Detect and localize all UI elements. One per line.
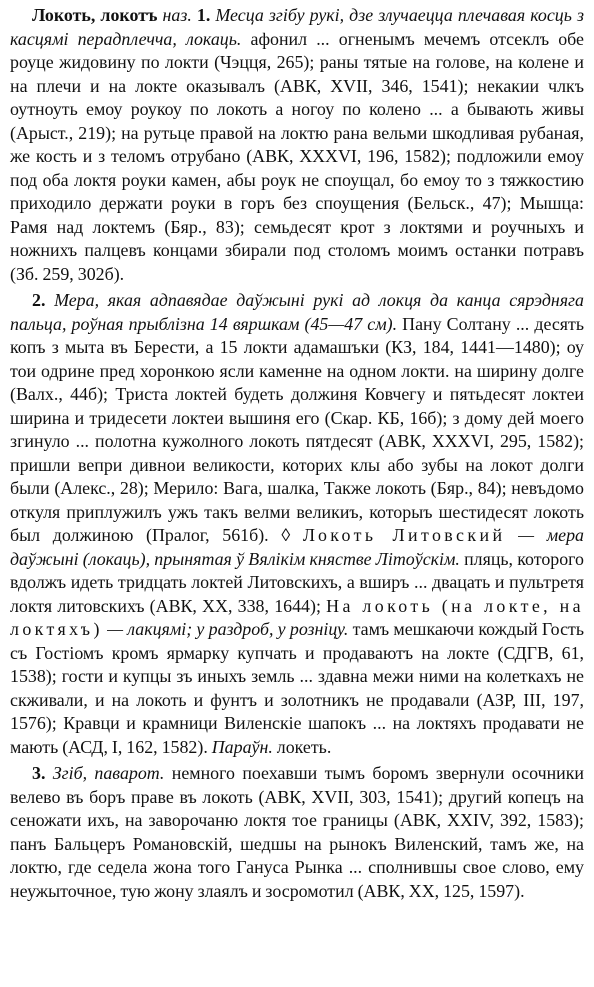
phrase-definition: — лакцямі; у раздроб, у розніцу. [102,619,349,639]
sense-definition: Згіб, паварот. [52,763,165,783]
sense-definition: Месца згібу рукі, дзе злучаецца плечавая косць з касцямі перадплечча, локаць. [10,5,584,49]
sense-1-paragraph [10,4,584,286]
phrase-definition: — мера даўжыні (локаць), прынятая ў Вялікім княстве Літоўскім. [10,525,584,569]
cross-reference-word: локеть. [272,736,332,757]
sense-number: 2. [32,290,46,310]
sense-2-paragraph [10,289,584,759]
citation-text: немного поехавши тымъ боромъ звернули осочники велево въ боръ праве въ локоть (АВК, XVII, 303, 1541); другий копецъ на сеножати ихъ, на заворочаню локтя тое границы (АВК, XXIV, 392, 1583); панъ Бальцеръ Романовскій, шедшы на рынокъ Виленский, тамъ же, на локтю, где седела жона того Гануса Рынка ... сполнившы свое слово, ему неужыточное, тую жону злаялъ и зосромотил (АВК, XX, 125, 1597). [10,763,584,901]
phrase-heading: Локоть Литовский [302,525,506,545]
citation-text: пляць, которого вдолжъ идеть тридцать локтей Литовскихъ, а вширъ ... двацать и пультретя локтя литовскихъ (АВК, XX, 338, 1644); [10,548,584,616]
sense-3-paragraph [10,762,584,903]
citation-text: Пану Солтану ... десять копъ з мыта въ Берести, а 15 локти адамашъки (КЗ, 184, 1441—1480); оу тои одрине пред хоронкою ясли каменне на одном локти. на ширину долге (Валх., 44б); Триста локтей будеть должиня Ковчегу и пятьдесят локтеи ширина и тридесети локтеи вышиня его (Скар. КБ, 16б); з дому дей моего згинуло ... полотна кужолного локоть пятдесят (АВК, XXXVI, 295, 1582); пришли вепри дивнои великости, которих клы або зубы на локот долги были (Алекс., 28); Мерило: Вага, шалка, Также локоть (Бяр., 84); невъдомо откуля приплужилъ ужъ такъ велми великиъ, которыъ шестидесят локоть был должиною (Пралог, 561б). ◊ [10,313,584,545]
citation-text: тамъ мешкаючи кождый Гость съ Гостiомъ кромъ ярмарку купчать и продаваютъ на локте (СДГВ, 61, 1538); гости и купцы зъ иныхъ земль ... здавна межи ними на колеткахъ не скживали, и на локоть и фунтъ и золотникъ не продавали (АЗР, III, 197, 1576); Кравци и крамници Виленскіе шапокъ ... на локтяхъ продавати не мають (АСД, I, 162, 1582). [10,619,584,757]
sense-definition: Мера, якая адпавядае даўжыні рукі ад локця да канца сярэдняга пальца, роўная прыблізна 14 вяршкам (45—47 см). [10,290,584,334]
citation-text: афонил ... огненымъ мечемъ отсеклъ обе роуце жидовину по локти (Чэцця, 265); раны тятые на голове, на колене и на плечи и на локте оказывалъ (АВК, XVII, 346, 1541); некакии члкъ оутноуть емоу роукоу по локоть а ногоу по колено ... а бывають живы (Арыст., 219); на рутьце правой на локтю рана вельми шкодливая рубаная, же кость и з теломъ отрубано (АВК, XXXVI, 196, 1582); подложили емоу под оба локтя роуки камен, абы роук не споущал, бо емоу то з тяжкостию приходило держати роуки в горъ без споущения (Бельск., 47); Мышца: Рамя над локтемъ (Бяр., 83); семьдесят крот з локтями и роучныхъ и ножнихъ палцевъ концами збирали под столомъ моимъ останки потравъ (Зб. 259, 302б). [10,28,584,284]
phrase-heading: На локоть (на локте, на локтяхъ) [10,595,584,639]
part-of-speech: наз. [162,5,192,25]
cross-reference-label: Параўн. [211,736,273,757]
sense-number: 3. [32,763,46,783]
sense-number: 1. [196,5,211,25]
headword: Локоть, локотъ [32,5,158,25]
